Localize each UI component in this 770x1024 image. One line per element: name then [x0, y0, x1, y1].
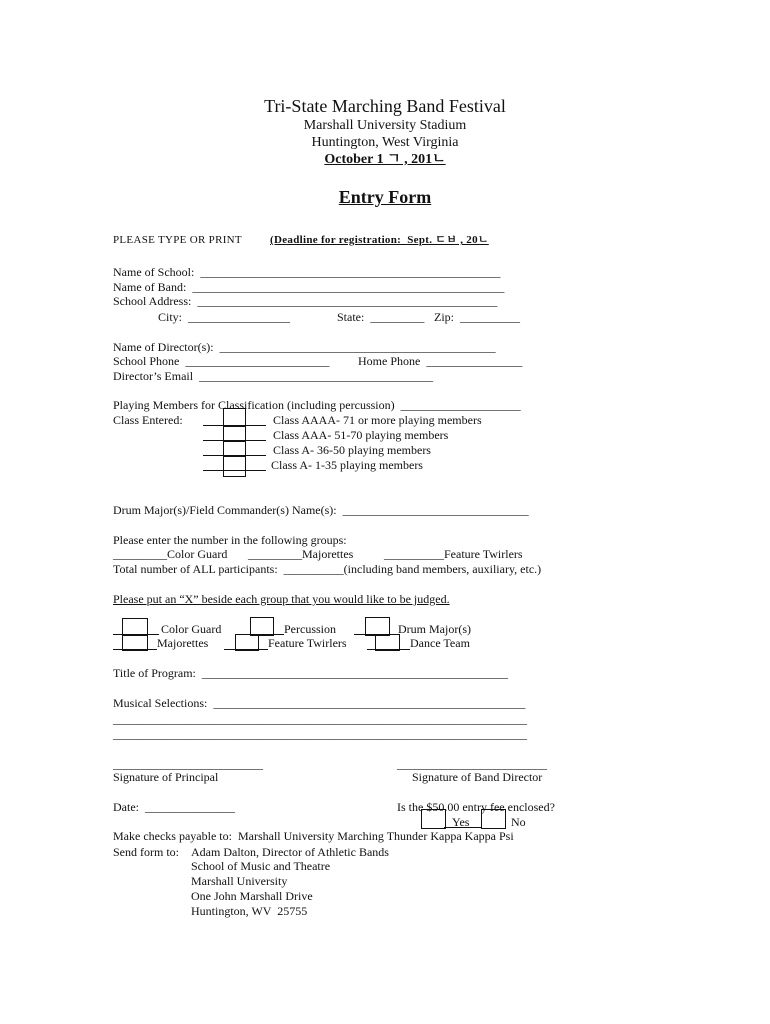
judge-drum-major-label: Drum Major(s) [398, 622, 471, 636]
fee-question: Is the $50.00 entry fee enclosed? [397, 800, 555, 814]
judge-color-guard-label: Color Guard [161, 622, 222, 636]
judge-percussion-label: Percussion [284, 622, 336, 636]
school-address-field[interactable]: School Address: __________________________________________________ [113, 294, 498, 308]
school-name-field[interactable]: Name of School: __________________________________________________ [113, 265, 501, 279]
class-aaaa-label: Class AAAA- 71 or more playing members [273, 413, 482, 427]
class-entered-label: Class Entered: [113, 413, 183, 427]
fee-yes-label: Yes [452, 815, 470, 829]
type-or-print-text: PLEASE TYPE OR PRINT [113, 234, 242, 246]
school-phone-field[interactable]: School Phone ________________________ [113, 354, 330, 368]
fee-no-checkbox[interactable] [481, 809, 506, 829]
mailing-address-line-4: One John Marshall Drive [191, 889, 313, 903]
mailing-address-line-3: Marshall University [191, 874, 288, 888]
class-a1-label: Class A- 1-35 playing members [271, 458, 423, 472]
judge-dance-team-checkbox[interactable] [375, 634, 400, 651]
musical-selections-field[interactable]: Musical Selections: ____________________________________________________ [113, 696, 526, 710]
fee-yes-checkbox[interactable] [421, 809, 446, 829]
class-aaa-label: Class AAA- 51-70 playing members [273, 428, 449, 442]
date-field[interactable]: Date: _______________ [113, 800, 235, 814]
judge-majorettes-label: Majorettes [157, 636, 209, 650]
form-heading: Tri-State Marching Band Festival [264, 96, 506, 116]
class-a36-label: Class A- 36-50 playing members [273, 443, 431, 457]
deadline-text: (Deadline for registration: Sept. ㄷㅂ , 20ㄴ [270, 234, 489, 246]
entry-form-title: Entry Form [338, 187, 432, 207]
feature-twirlers-count-field[interactable]: __________Feature Twirlers [384, 547, 523, 561]
judge-majorettes-checkbox[interactable] [122, 634, 148, 651]
total-participants-field[interactable]: Total number of ALL participants: __________(including band members, auxiliary, etc.) [113, 562, 542, 576]
groups-intro: Please enter the number in the following groups: [113, 533, 347, 547]
fee-no-label: No [511, 815, 526, 829]
city-field[interactable]: City: _________________ [158, 310, 291, 324]
judging-instruction: Please put an “X” beside each group that you would like to be judged. [113, 592, 450, 606]
checks-payable-text: Make checks payable to: Marshall University Marching Thunder Kappa Kappa Psi [113, 829, 514, 843]
venue-text: Marshall University Stadium [303, 118, 467, 133]
principal-signature-line[interactable]: _________________________ [113, 757, 263, 771]
director-signature-label: Signature of Band Director [412, 770, 543, 784]
principal-signature-label: Signature of Principal [113, 770, 219, 784]
judge-dance-team-label: Dance Team [410, 636, 470, 650]
director-name-field[interactable]: Name of Director(s): ______________________________________________ [113, 340, 496, 354]
majorettes-count-field[interactable]: _________Majorettes [248, 547, 354, 561]
class-a1-checkbox[interactable] [223, 455, 246, 477]
band-name-field[interactable]: Name of Band: ____________________________________________________ [113, 280, 505, 294]
playing-members-field[interactable]: Playing Members for Classification (including percussion) ____________________ [113, 398, 521, 412]
zip-field[interactable]: Zip: __________ [434, 310, 520, 324]
state-field[interactable]: State: _________ [337, 310, 425, 324]
mailing-address-line-5: Huntington, WV 25755 [191, 904, 308, 918]
drum-major-field[interactable]: Drum Major(s)/Field Commander(s) Name(s): _______________________________ [113, 503, 529, 517]
home-phone-field[interactable]: Home Phone ________________ [358, 354, 523, 368]
director-email-field[interactable]: Director’s Email _______________________________________ [113, 369, 434, 383]
musical-selections-line-3[interactable]: _____________________________________________________________________ [113, 727, 527, 741]
judge-feature-twirlers-checkbox[interactable] [235, 634, 259, 651]
judge-feature-twirlers-label: Feature Twirlers [268, 636, 347, 650]
color-guard-count-field[interactable]: _________Color Guard [113, 547, 228, 561]
mailing-address-line-1: Adam Dalton, Director of Athletic Bands [191, 845, 389, 859]
program-title-field[interactable]: Title of Program: ___________________________________________________ [113, 666, 508, 680]
send-form-label: Send form to: [113, 845, 179, 859]
musical-selections-line-2[interactable]: _____________________________________________________________________ [113, 712, 527, 726]
event-date: October 1 ㄱ , 201ㄴ [324, 152, 446, 167]
director-signature-line[interactable]: _________________________ [397, 757, 547, 771]
mailing-address-line-2: School of Music and Theatre [191, 859, 331, 873]
city-text: Huntington, West Virginia [311, 135, 459, 150]
